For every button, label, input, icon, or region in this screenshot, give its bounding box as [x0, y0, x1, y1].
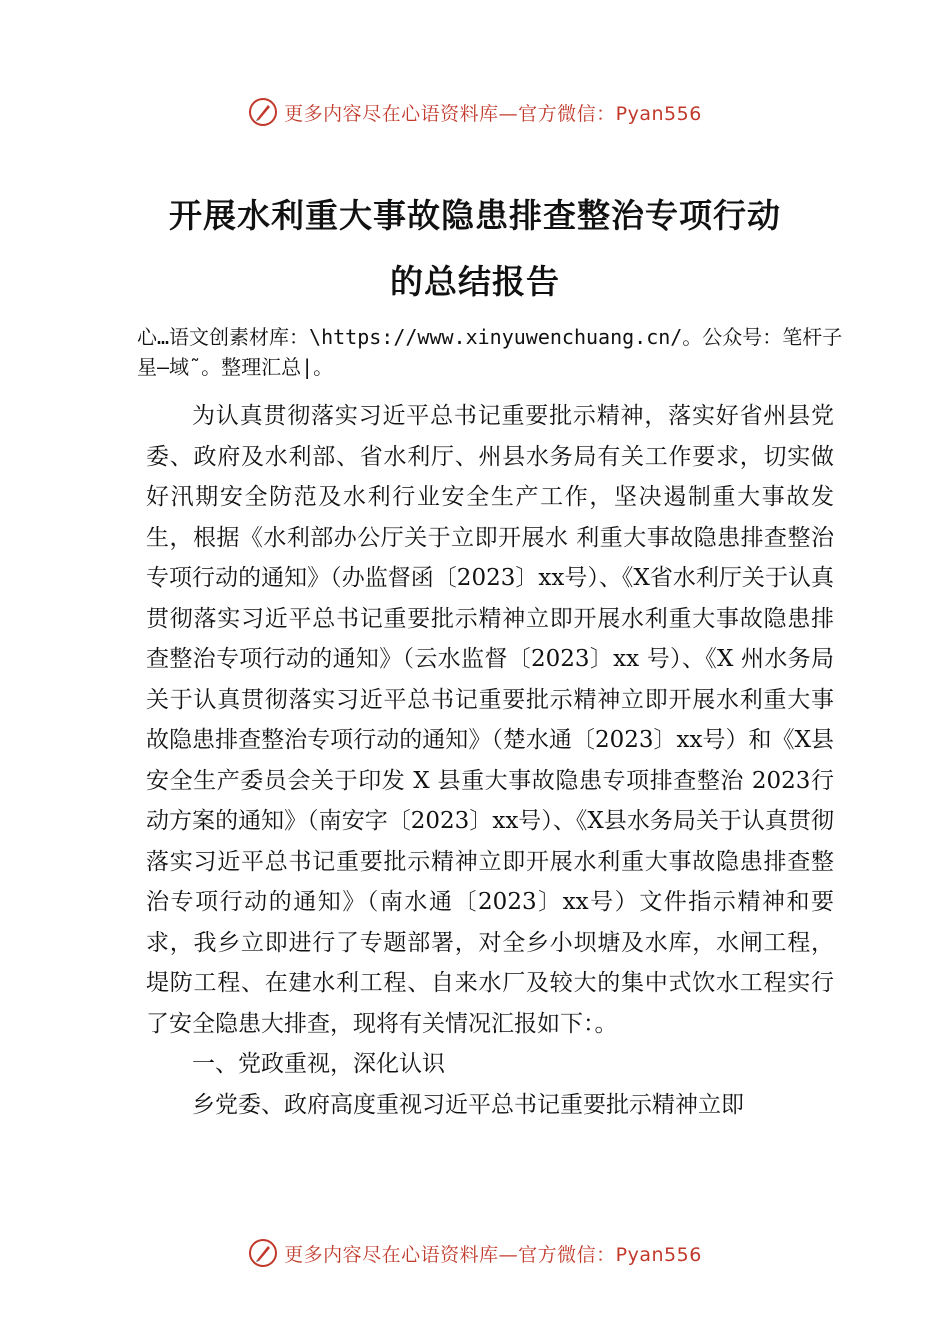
document-title-line-1: 开展水利重大事故隐患排查整治专项行动 — [169, 196, 781, 235]
body-paragraph-1: 为认真贯彻落实习近平总书记重要批示精神，落实好省州县党委、政府及水利部、省水利厅、州县水务局有关工作要求，切实做好汛期安全防范及水利行业安全生产工作，坚决遏制重大事故发生，根据《水利部办公厅关于立即开展水 利重大事故隐患排查整治专项行动的通知》（办监督函〔2023〕xx号）、《X省水利厅关于认真贯彻落实习近平总书记重要批示精神立即开展水利重大事故隐患排查整治专项行动的通知》（云水监督〔2023〕xx 号）、《X 州水务局关于认真贯彻落实习近平总书记重要批示精神立即开展水利重大事故隐患排查整治专项行动的通知》（楚水通〔2023〕xx号）和《X县安全生产委员会关于印发 X 县重大事故隐患专项排查整治 2023行动方案的通知》（南安字〔2023〕xx号）、《X县水务局关于认真贯彻落实习近平总书记重要批示精神立即开展水利重大事故隐患排查整治专项行动的通知》（南水通〔2023〕xx号）文件指示精神和要求，我乡立即进行了专题部署，对全乡小坝塘及水库，水闸工程，堤防工程、在建水利工程、自来水厂及较大的集中式饮水工程实行了安全隐患大排查，现将有关情况汇报如下：。 — [146, 403, 834, 1037]
body-paragraph-2: 乡党委、政府高度重视习近平总书记重要批示精神立即 — [192, 1091, 744, 1118]
source-note: 心…语文创素材库：\https://www.xinyuwenchuang.cn/。公众号：笔杆子星—域˜。整理汇总|。 — [137, 325, 843, 379]
banner-text — [284, 1240, 702, 1267]
document-title-line-2: 的总结报告 — [390, 262, 560, 301]
banner-label: 更多内容尽在心语资料库—官方微信： — [284, 102, 616, 125]
header-watermark-banner — [0, 92, 950, 132]
banner-text — [284, 99, 702, 126]
banner-label: 更多内容尽在心语资料库—官方微信： — [284, 1243, 616, 1266]
footer-watermark-banner — [0, 1233, 950, 1273]
document-body — [146, 396, 834, 1125]
banner-wechat-id: Pyan556 — [615, 1243, 702, 1266]
banner-wechat-id: Pyan556 — [615, 102, 702, 125]
quill-pen-icon — [248, 97, 278, 127]
quill-pen-icon — [248, 1238, 278, 1268]
section-heading-1: 一、党政重视，深化认识 — [192, 1051, 445, 1077]
